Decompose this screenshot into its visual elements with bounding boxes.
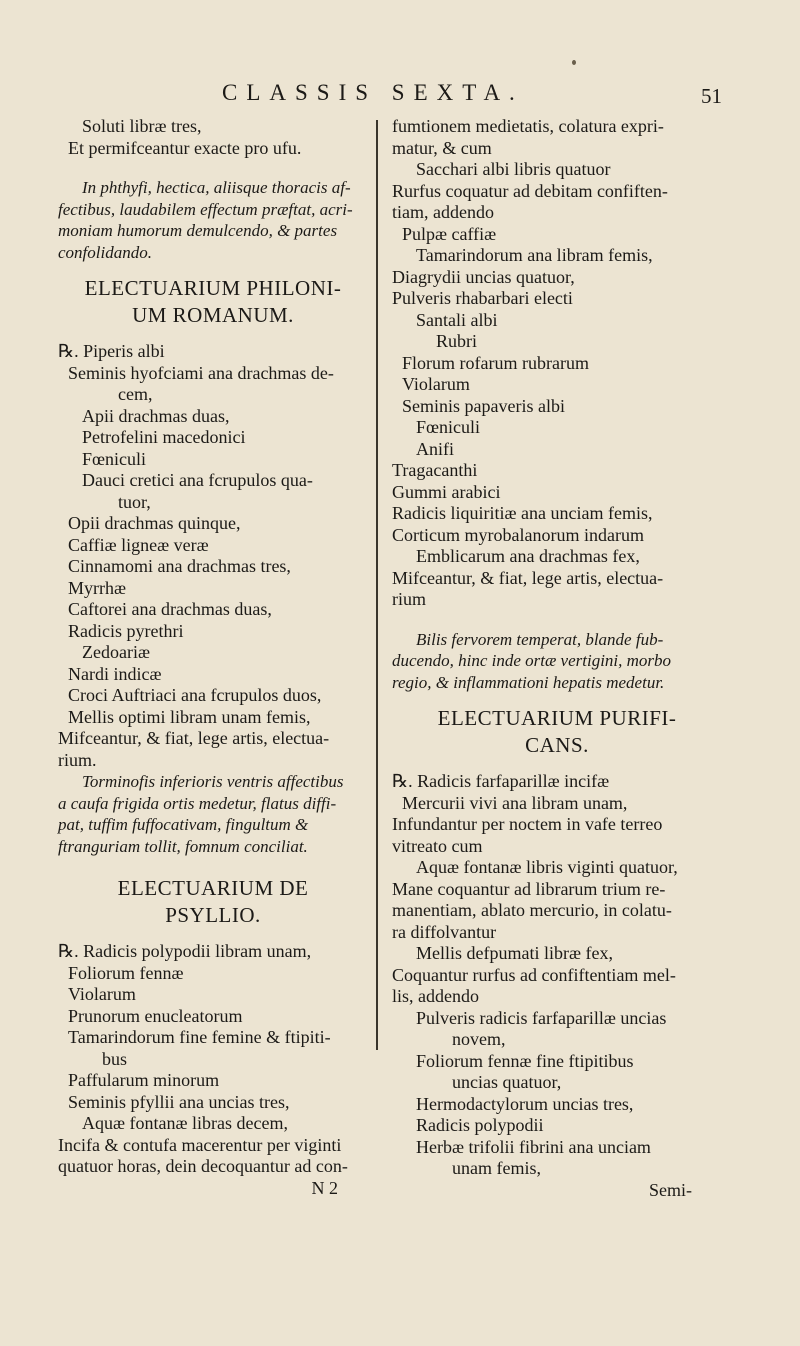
text-line: Et permifceantur exacte pro ufu. <box>68 137 302 158</box>
right-column <box>392 116 722 1201</box>
running-head: CLASSIS SEXTA. <box>222 80 524 105</box>
text-line: Seminis hyofciami ana drachmas de- <box>68 362 334 383</box>
text-line: Caffiæ ligneæ veræ <box>68 534 209 555</box>
text-line: Seminis papaveris albi <box>402 395 565 416</box>
text-line: Gummi arabici <box>392 481 501 502</box>
text-line: Zedoariæ <box>82 642 150 662</box>
text-line: Paffularum minorum <box>68 1070 220 1090</box>
text-line: Rubri <box>436 331 478 351</box>
text-line: matur, & cum <box>392 137 492 158</box>
text-line: Tamarindorum ana libram femis, <box>416 245 653 265</box>
text-line: Radicis polypodii <box>416 1115 544 1135</box>
text-line: Foliorum fennæ <box>68 962 184 983</box>
section-heading: CANS. <box>525 733 589 757</box>
spacer <box>58 929 368 941</box>
catchword: N 2 <box>311 1177 338 1198</box>
text-line: tuor, <box>118 491 151 512</box>
text-line: Aquæ fontanæ libras decem, <box>82 1113 288 1133</box>
text-line: Incifa & contufa macerentur per viginti <box>58 1134 342 1155</box>
text-line: Fœniculi <box>82 448 147 469</box>
section-heading: PSYLLIO. <box>165 903 261 927</box>
text-line: Mellis defpumati libræ fex, <box>416 943 613 963</box>
column-divider <box>376 120 378 1050</box>
text-line: Tamarindorum fine femine & ftipiti- <box>68 1027 331 1047</box>
text-line: Prunorum enucleatorum <box>68 1005 243 1026</box>
text-line: Violarum <box>402 374 470 394</box>
spacer <box>392 693 722 705</box>
italic-note-line: regio, & inflammationi hepatis medetur. <box>392 672 665 692</box>
text-line: lis, addendo <box>392 986 479 1006</box>
text-line: Croci Auftriaci ana fcrupulos duos, <box>68 685 322 705</box>
italic-note-line: moniam humorum demulcendo, & partes <box>58 221 338 240</box>
section-heading: ELECTUARIUM PHILONI- <box>84 276 342 300</box>
text-line: bus <box>102 1048 128 1069</box>
text-line: Violarum <box>68 984 136 1004</box>
text-line: Pulpæ caffiæ <box>402 223 497 244</box>
text-line: rium <box>392 589 426 609</box>
section-heading: ELECTUARIUM DE <box>117 876 309 900</box>
text-line: Pulveris radicis farfaparillæ uncias <box>416 1007 667 1028</box>
text-line: Tragacanthi <box>392 460 478 480</box>
text-line: fumtionem medietatis, colatura expri- <box>392 116 664 136</box>
text-line: Infundantur per noctem in vafe terreo <box>392 814 663 834</box>
text-line: Mane coquantur ad librarum trium re- <box>392 878 666 899</box>
text-line: vitreato cum <box>392 835 483 856</box>
text-line: Rurfus coquatur ad debitam confiften- <box>392 180 668 201</box>
spacer <box>58 857 368 875</box>
spacer <box>58 159 368 177</box>
italic-note-line: Bilis fervorem temperat, blande fub- <box>416 629 664 649</box>
text-line: tiam, addendo <box>392 202 494 222</box>
text-line: Cinnamomi ana drachmas tres, <box>68 556 291 576</box>
paper-stain <box>572 60 576 65</box>
italic-note-line: Torminofis inferioris ventris affectibus <box>82 772 344 791</box>
text-line: Nardi indicæ <box>68 663 162 684</box>
italic-note-line: pat, tuffim fuffocativam, fingultum & <box>58 815 309 834</box>
text-line: Corticum myrobalanorum indarum <box>392 524 644 545</box>
text-line: Caftorei ana drachmas duas, <box>68 599 272 619</box>
text-line: Hermodactylorum uncias tres, <box>416 1093 634 1114</box>
text-line: manentiam, ablato mercurio, in colatu- <box>392 900 672 920</box>
italic-note-line: confolidando. <box>58 242 152 262</box>
catchword: Semi- <box>649 1179 692 1200</box>
text-line: ℞. Piperis albi <box>58 341 165 361</box>
text-line: unam femis, <box>452 1158 541 1178</box>
text-line: Mifceantur, & fiat, lege artis, electua- <box>58 728 330 748</box>
text-line: Dauci cretici ana fcrupulos qua- <box>82 470 313 490</box>
text-line: Emblicarum ana drachmas fex, <box>416 546 640 566</box>
text-line: Mifceantur, & fiat, lege artis, electua- <box>392 567 664 588</box>
italic-note-line: fectibus, laudabilem effectum præftat, acri- <box>58 199 353 219</box>
text-line: Mercurii vivi ana libram unam, <box>402 792 628 813</box>
text-line: rium. <box>58 749 97 770</box>
text-line: uncias quatuor, <box>452 1072 562 1092</box>
text-line: Fœniculi <box>416 417 481 437</box>
left-column <box>58 116 368 1199</box>
italic-note-line: ducendo, hinc inde ortæ vertigini, morbo <box>392 651 672 670</box>
text-line: novem, <box>452 1029 506 1049</box>
spacer <box>392 611 722 629</box>
text-line: Florum rofarum rubrarum <box>402 352 589 373</box>
text-line: ℞. Radicis polypodii libram unam, <box>58 941 312 961</box>
text-line: Anifi <box>416 438 454 459</box>
italic-note-line: In phthyfi, hectica, aliisque thoracis af- <box>82 178 351 197</box>
text-line: Herbæ trifolii fibrini ana unciam <box>416 1136 651 1157</box>
text-line: Diagrydii uncias quatuor, <box>392 266 575 287</box>
text-line: ra diffolvantur <box>392 921 497 942</box>
text-line: Seminis pfyllii ana uncias tres, <box>68 1091 290 1112</box>
text-line: Radicis pyrethri <box>68 620 184 641</box>
text-line: Sacchari albi libris quatuor <box>416 159 611 179</box>
section-heading: ELECTUARIUM PURIFI- <box>437 706 677 730</box>
text-line: Foliorum fennæ fine ftipitibus <box>416 1050 634 1071</box>
text-line: Aquæ fontanæ libris viginti quatuor, <box>416 857 678 877</box>
spacer <box>58 263 368 275</box>
spacer <box>58 329 368 341</box>
text-line: Myrrhæ <box>68 577 126 598</box>
text-line: ℞. Radicis farfaparillæ incifæ <box>392 771 610 791</box>
text-line: Soluti libræ tres, <box>82 116 202 136</box>
text-line: Pulveris rhabarbari electi <box>392 288 573 308</box>
text-line: Santali albi <box>416 309 498 330</box>
text-line: Petrofelini macedonici <box>82 427 246 447</box>
italic-note-line: a caufa frigida ortis medetur, flatus diffi- <box>58 793 337 813</box>
text-line: Coquantur rurfus ad confiftentiam mel- <box>392 964 676 985</box>
text-line: Apii drachmas duas, <box>82 405 230 426</box>
section-heading: UM ROMANUM. <box>132 303 294 327</box>
text-line: Mellis optimi libram unam femis, <box>68 706 311 727</box>
spacer <box>392 759 722 771</box>
text-line: quatuor horas, dein decoquantur ad con- <box>58 1156 348 1176</box>
text-line: cem, <box>118 384 153 404</box>
page-number: 51 <box>701 84 722 108</box>
text-line: Opii drachmas quinque, <box>68 513 241 533</box>
italic-note-line: ftranguriam tollit, fomnum conciliat. <box>58 836 308 856</box>
text-line: Radicis liquiritiæ ana unciam femis, <box>392 503 653 523</box>
